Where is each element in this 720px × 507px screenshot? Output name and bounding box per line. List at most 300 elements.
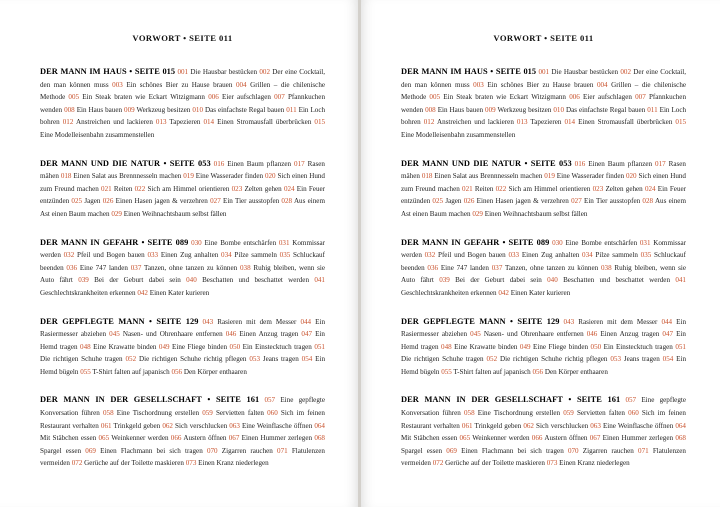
entry-number: 007	[274, 93, 285, 102]
toc-entry	[575, 160, 652, 168]
entry-number: 019	[544, 172, 555, 181]
entry-title: Rasen mähen	[40, 159, 325, 181]
entry-number: 009	[124, 105, 135, 114]
entry-number: 040	[186, 276, 197, 285]
section-heading: DER MANN IM HAUS • SEITE 015	[401, 67, 537, 76]
toc-entry	[433, 459, 545, 467]
entry-number: 041	[675, 276, 686, 285]
entry-title: Eine gepflegte Konversation führen	[40, 396, 325, 418]
entry-title: Grillen – die chilenische Methode	[401, 80, 687, 102]
toc-entry	[498, 289, 570, 297]
entry-number: 051	[314, 342, 325, 351]
entry-number: 012	[62, 118, 74, 127]
entry-number: 063	[229, 421, 240, 430]
entry-title: Jeans tragen	[262, 355, 299, 364]
entry-number: 025	[432, 197, 444, 206]
entry-title: Weinkenner werden	[472, 434, 530, 443]
entry-number: 020	[264, 172, 276, 181]
entry-title: Die Hausbar bestücken	[190, 68, 258, 76]
toc-entry	[520, 343, 588, 351]
toc-entry	[192, 106, 284, 114]
entry-title: Einen Kranz niederlegen	[559, 459, 630, 468]
entry-number: 046	[225, 330, 237, 339]
toc-entry	[101, 422, 160, 430]
entry-title: Tanzen, ohne tanzen zu können	[144, 263, 238, 272]
section-heading: DER MANN IN GEFAHR • SEITE 089	[401, 237, 550, 247]
entry-number: 044	[661, 317, 673, 326]
entry-title: Ein Einstecktuch tragen	[603, 342, 673, 351]
entry-title: Gerüche auf der Toilette maskieren	[445, 459, 545, 468]
toc-entry	[208, 93, 271, 101]
left-page-content	[40, 32, 325, 486]
entry-title: Sich verschlucken	[175, 421, 228, 430]
entry-number: 054	[301, 355, 313, 364]
left-page	[0, 0, 358, 507]
entry-number: 067	[228, 434, 240, 443]
toc-entry	[137, 289, 209, 297]
entry-number: 021	[101, 184, 112, 193]
entry-number: 033	[508, 251, 520, 260]
toc-entry	[177, 68, 257, 76]
toc-entry	[544, 172, 624, 180]
entry-title: Austern öffnen	[183, 434, 227, 443]
entry-title: Ein Loch bohren	[401, 105, 687, 127]
toc-entry	[221, 251, 277, 259]
entry-number: 047	[662, 330, 674, 339]
entry-number: 004	[596, 80, 608, 89]
right-page	[361, 0, 720, 507]
entry-number: 023	[592, 184, 604, 193]
entry-number: 021	[462, 184, 473, 193]
toc-entry	[462, 185, 493, 193]
entry-number: 029	[472, 209, 483, 218]
entry-number: 013	[516, 118, 528, 127]
entry-number: 030	[191, 238, 202, 247]
toc-entry	[61, 172, 182, 180]
toc-entry	[429, 93, 566, 101]
entry-title: Sich verschlucken	[536, 421, 589, 430]
entry-title: Grillen – die chilenische Methode	[40, 80, 326, 102]
entry-number: 073	[185, 459, 197, 468]
toc-entry	[156, 118, 201, 126]
entry-title: Einen Weihnachtsbaum selbst fällen	[123, 209, 227, 218]
entry-title: Das einfachste Regal bauen	[205, 105, 285, 114]
toc-entry	[111, 210, 226, 218]
entry-title: Trinkgeld geben	[474, 421, 522, 430]
entry-title: Eine Tischordnung erstellen	[116, 409, 200, 418]
toc-entry	[590, 422, 673, 430]
entry-title: Die richtigen Schuhe tragen	[40, 355, 123, 364]
entry-title: Der eine Cocktail, den man können muss	[40, 68, 326, 89]
toc-section	[401, 158, 686, 221]
entry-number: 068	[314, 434, 325, 443]
entry-title: Pfannkuchen wenden	[401, 93, 687, 114]
entry-number: 003	[473, 80, 484, 89]
entry-title: Rasen mähen	[401, 159, 686, 181]
entry-number: 022	[134, 184, 146, 193]
entry-title: Spargel essen	[401, 446, 443, 455]
entry-title: Ein schönes Bier zu Hause brauen	[126, 80, 233, 89]
entry-title: Zigarren rauchen	[582, 446, 634, 455]
entry-title: Bei der Geburt dabei sein	[94, 276, 181, 285]
entry-number: 023	[231, 184, 243, 193]
toc-entry	[203, 118, 311, 126]
entry-number: 006	[208, 93, 219, 102]
entry-number: 030	[552, 238, 563, 247]
entry-title: Pfeil und Bogen bauen	[438, 251, 506, 260]
entry-number: 071	[638, 446, 649, 455]
toc-entry	[80, 343, 156, 351]
toc-entry	[547, 459, 630, 467]
toc-entry	[191, 239, 276, 247]
toc-entry	[72, 459, 184, 467]
toc-entry	[63, 118, 153, 126]
entry-number: 022	[495, 184, 507, 193]
entry-number: 044	[300, 317, 312, 326]
entry-title: Einen Anzug tragen	[600, 330, 660, 339]
entry-number: 043	[563, 317, 575, 326]
entry-number: 019	[183, 172, 194, 181]
entry-number: 008	[425, 105, 436, 114]
entry-title: Den Körper enthaaren	[183, 367, 247, 376]
toc-entry	[564, 318, 658, 326]
toc-entry	[125, 355, 246, 363]
entry-number: 001	[177, 68, 189, 76]
entry-title: Einen Kranz niederlegen	[198, 459, 269, 468]
entry-number: 005	[68, 93, 80, 102]
entry-number: 010	[192, 105, 203, 114]
entry-title: Eine gepflegte Konversation führen	[401, 396, 686, 418]
toc-entry	[441, 368, 530, 376]
entry-title: Einen Weihnachtsbaum selbst fällen	[484, 209, 588, 218]
toc-entry	[485, 106, 551, 114]
toc-section	[40, 66, 325, 142]
entry-title: Aus einem Ast einen Baum machen	[40, 197, 325, 218]
toc-entry	[486, 355, 607, 363]
entry-number: 018	[60, 172, 72, 181]
entry-title: Eine Modelleisenbahn zusammenstellen	[40, 130, 155, 139]
entry-number: 026	[102, 197, 114, 206]
entry-number: 054	[662, 355, 674, 364]
toc-entry	[508, 251, 579, 259]
entry-number: 017	[655, 159, 666, 168]
toc-sections	[401, 66, 686, 470]
entry-title: Aus einem Ast einen Baum machen	[401, 197, 686, 218]
toc-entry	[101, 185, 132, 193]
entry-title: Eine Krawatte binden	[93, 342, 157, 351]
toc-entry	[214, 160, 291, 168]
entry-number: 002	[620, 68, 631, 76]
entry-number: 029	[111, 209, 122, 218]
toc-section	[40, 158, 325, 221]
entry-number: 069	[85, 446, 96, 455]
entry-number: 045	[109, 330, 120, 339]
entry-number: 061	[100, 421, 112, 430]
entry-title: T-Shirt falten auf japanisch	[92, 367, 170, 376]
entry-number: 041	[314, 276, 325, 285]
section-heading: DER MANN IN DER GESELLSCHAFT • SEITE 161	[401, 395, 621, 405]
entry-number: 066	[170, 434, 182, 443]
page-title: VORWORT • SEITE 011	[493, 33, 594, 43]
entry-number: 008	[64, 105, 75, 114]
entry-number: 039	[439, 276, 450, 285]
toc-entry	[425, 251, 506, 259]
entry-number: 059	[202, 409, 213, 418]
section-heading: DER MANN IN DER GESELLSCHAFT • SEITE 161	[40, 395, 260, 405]
entry-number: 071	[277, 446, 288, 455]
right-page-content	[401, 32, 686, 486]
toc-entry	[202, 409, 264, 417]
entry-number: 005	[429, 93, 441, 102]
entry-title: Weinkenner werden	[111, 434, 169, 443]
entry-title: Schluckauf beenden	[401, 251, 686, 272]
entry-title: Werkzeug besitzen	[497, 105, 552, 114]
entry-number: 037	[130, 263, 142, 272]
entry-number: 015	[675, 118, 687, 127]
entry-title: Eine Wasserader finden	[195, 172, 264, 181]
entry-number: 026	[463, 197, 475, 206]
entry-number: 036	[66, 263, 78, 272]
entry-title: Geschlechtskrankheiten erkennen	[40, 288, 136, 297]
entry-number: 028	[281, 197, 293, 206]
section-heading: DER MANN UND DIE NATUR • SEITE 053	[401, 158, 572, 168]
entry-title: Schluckauf beenden	[40, 251, 325, 272]
entry-title: Ein Rasiermesser abziehen	[401, 317, 686, 339]
entry-title: Ein Loch bohren	[40, 105, 326, 127]
toc-entry	[552, 239, 637, 247]
entry-number: 015	[314, 118, 326, 127]
toc-entry	[569, 93, 632, 101]
entry-number: 010	[553, 105, 564, 114]
entry-title: Einen Baum pflanzen	[227, 159, 292, 168]
entry-number: 052	[486, 355, 498, 364]
entry-title: Ein Rasiermesser abziehen	[40, 317, 325, 339]
entry-title: Einen Stromausfall überbrücken	[578, 118, 673, 127]
entry-title: Spargel essen	[40, 446, 82, 455]
toc-entry	[523, 422, 588, 430]
entry-title: Mit Stäbchen essen	[40, 434, 97, 443]
entry-number: 013	[155, 118, 167, 127]
entry-title: Ein Steak braten wie Eckart Witzigmann	[443, 93, 566, 102]
entry-number: 038	[239, 263, 251, 272]
entry-title: Ein Einstecktuch tragen	[242, 342, 312, 351]
entry-title: Einen Salat aus Brennnesseln machen	[73, 172, 182, 181]
entry-number: 035	[640, 251, 652, 260]
entry-title: Eier aufschlagen	[583, 93, 632, 102]
toc-entry	[439, 276, 542, 284]
entry-title: Ein schönes Bier zu Hause brauen	[487, 80, 594, 89]
entry-title: Ein Hemd tragen	[40, 330, 325, 351]
entry-title: Ruhig bleiben, wenn sie Auto fährt	[40, 263, 325, 285]
entry-title: Eine Bombe entschärfen	[204, 238, 277, 247]
toc-entry	[610, 355, 659, 363]
toc-entry	[109, 330, 222, 338]
toc-entry	[563, 409, 625, 417]
section-heading: DER MANN UND DIE NATUR • SEITE 053	[40, 158, 211, 168]
entry-title: Einen Anzug tragen	[239, 330, 299, 339]
entry-title: T-Shirt falten auf japanisch	[453, 367, 531, 376]
toc-entry	[496, 185, 591, 193]
entry-number: 039	[78, 276, 89, 285]
toc-entry	[532, 434, 588, 442]
entry-number: 024	[283, 184, 295, 193]
entry-number: 012	[423, 118, 435, 127]
entry-title: Pfannkuchen wenden	[40, 93, 326, 114]
toc-entry	[571, 197, 640, 205]
entry-title: Pilze sammeln	[595, 251, 638, 260]
entry-number: 003	[112, 80, 123, 89]
entry-title: Eine Krawatte binden	[454, 342, 518, 351]
toc-entry	[517, 118, 562, 126]
entry-number: 011	[286, 105, 297, 114]
entry-title: Eine Fliege binden	[172, 342, 228, 351]
entry-title: Bei der Geburt dabei sein	[455, 276, 542, 285]
toc-entry	[473, 81, 593, 89]
entry-number: 027	[571, 197, 582, 206]
entry-title: Zelten gehen	[605, 184, 643, 193]
entry-title: Einen Hasen jagen & verzehren	[115, 197, 208, 206]
entry-title: Die richtigen Schuhe tragen	[401, 355, 484, 364]
entry-number: 038	[600, 263, 612, 272]
entry-title: Einen Flachmann bei sich tragen	[100, 446, 203, 455]
entry-title: Kommissar werden	[401, 238, 686, 260]
toc-entry	[564, 118, 672, 126]
toc-entry	[135, 185, 230, 193]
entry-title: Ein Steak braten wie Eckart Witzigmann	[82, 93, 205, 102]
entry-title: Die richtigen Schuhe richtig pflegen	[499, 355, 608, 364]
toc-entry	[582, 251, 638, 259]
entry-number: 050	[229, 342, 241, 351]
toc-entry	[593, 185, 643, 193]
entry-title: Einen Salat aus Brennnesseln machen	[434, 172, 543, 181]
entry-number: 025	[71, 197, 83, 206]
entry-number: 060	[628, 409, 639, 418]
entry-title: Jagen	[84, 197, 101, 206]
toc-section	[401, 237, 686, 300]
entry-number: 059	[563, 409, 574, 418]
entry-title: Sich einen Hund zum Freund machen	[401, 172, 686, 193]
toc-entry	[472, 210, 587, 218]
entry-title: Einen Baum pflanzen	[588, 159, 653, 168]
entry-title: Sich einen Hund zum Freund machen	[40, 172, 325, 193]
entry-number: 057	[625, 396, 637, 405]
entry-number: 048	[80, 342, 91, 351]
toc-entry	[66, 264, 128, 272]
entry-number: 043	[202, 317, 214, 326]
entry-title: Ein Tier ausstopfen	[223, 197, 280, 206]
entry-title: Eine 747 landen	[79, 263, 128, 272]
toc-entry	[492, 264, 598, 272]
toc-entry	[232, 185, 282, 193]
toc-section	[401, 394, 686, 470]
entry-title: Servietten falten	[215, 409, 264, 418]
entry-title: Den Körper enthaaren	[544, 367, 608, 376]
entry-title: Einen Kater kurieren	[510, 288, 571, 297]
toc-entry	[210, 197, 279, 205]
entry-number: 018	[421, 172, 433, 181]
entry-title: Ein Feuer entzünden	[40, 184, 326, 206]
entry-number: 057	[264, 396, 276, 405]
entry-number: 047	[301, 330, 313, 339]
entry-title: Anstreichen und lackieren	[75, 118, 153, 127]
entry-title: Eine Weinflasche öffnen	[241, 421, 313, 430]
entry-title: Beschatten und beschattet werden	[202, 276, 309, 285]
entry-number: 006	[569, 93, 580, 102]
toc-entry	[462, 422, 521, 430]
entry-title: Eier aufschlagen	[222, 93, 271, 102]
entry-title: Einen Zug anhalten	[521, 251, 580, 260]
toc-entry	[162, 422, 227, 430]
toc-entry	[464, 197, 569, 205]
toc-entry	[590, 434, 673, 442]
entry-number: 061	[461, 421, 473, 430]
entry-title: Die Hausbar bestücken	[551, 68, 619, 76]
entry-number: 002	[259, 68, 270, 76]
entry-number: 033	[147, 251, 159, 260]
entry-number: 009	[485, 105, 496, 114]
entry-number: 001	[538, 68, 550, 76]
entry-number: 032	[424, 251, 436, 260]
entry-number: 007	[635, 93, 646, 102]
section-heading: DER MANN IM HAUS • SEITE 015	[40, 67, 176, 76]
entry-title: Einen Kater kurieren	[149, 288, 210, 297]
toc-section	[401, 66, 686, 142]
toc-entry	[464, 409, 560, 417]
section-heading: DER GEPFLEGTE MANN • SEITE 129	[401, 316, 560, 326]
entry-title: Flatulenzen vermeiden	[40, 446, 325, 468]
toc-entry	[159, 343, 227, 351]
entry-title: Tapezieren	[530, 118, 562, 127]
toc-entry	[147, 251, 218, 259]
entry-number: 062	[523, 421, 534, 430]
entry-number: 034	[582, 251, 593, 260]
toc-section	[40, 394, 325, 470]
entry-number: 055	[80, 367, 91, 376]
entry-number: 048	[441, 342, 452, 351]
entry-title: Nasen- und Ohrenhaare entfernen	[122, 330, 223, 339]
section-heading: DER MANN IN GEFAHR • SEITE 089	[40, 237, 189, 247]
entry-title: Rasieren mit dem Messer	[217, 317, 297, 326]
entry-number: 070	[206, 446, 218, 455]
toc-entry	[229, 422, 312, 430]
toc-entry	[85, 447, 202, 455]
toc-section	[40, 316, 325, 379]
entry-title: Die richtigen Schuhe richtig pflegen	[138, 355, 247, 364]
toc-entry	[422, 172, 543, 180]
entry-number: 069	[446, 446, 457, 455]
entry-number: 056	[532, 367, 544, 376]
toc-entry	[591, 343, 673, 351]
entry-number: 014	[203, 118, 215, 127]
toc-entry	[203, 318, 297, 326]
toc-sections	[40, 66, 325, 470]
toc-entry	[226, 330, 299, 338]
entry-title: Einen Hummer zerlegen	[602, 434, 674, 443]
entry-title: Trinkgeld geben	[113, 421, 161, 430]
entry-number: 049	[519, 342, 531, 351]
entry-title: Eine Weinflasche öffnen	[602, 421, 674, 430]
entry-number: 024	[644, 184, 656, 193]
toc-entry	[98, 434, 168, 442]
entry-number: 063	[590, 421, 601, 430]
entry-title: Werkzeug besitzen	[136, 105, 191, 114]
entry-title: Eine Bombe entschärfen	[565, 238, 638, 247]
toc-entry	[124, 106, 190, 114]
entry-number: 052	[125, 355, 137, 364]
toc-entry	[207, 447, 273, 455]
entry-title: Einen Stromausfall überbrücken	[217, 118, 312, 127]
entry-title: Ein Haus bauen	[76, 105, 123, 114]
